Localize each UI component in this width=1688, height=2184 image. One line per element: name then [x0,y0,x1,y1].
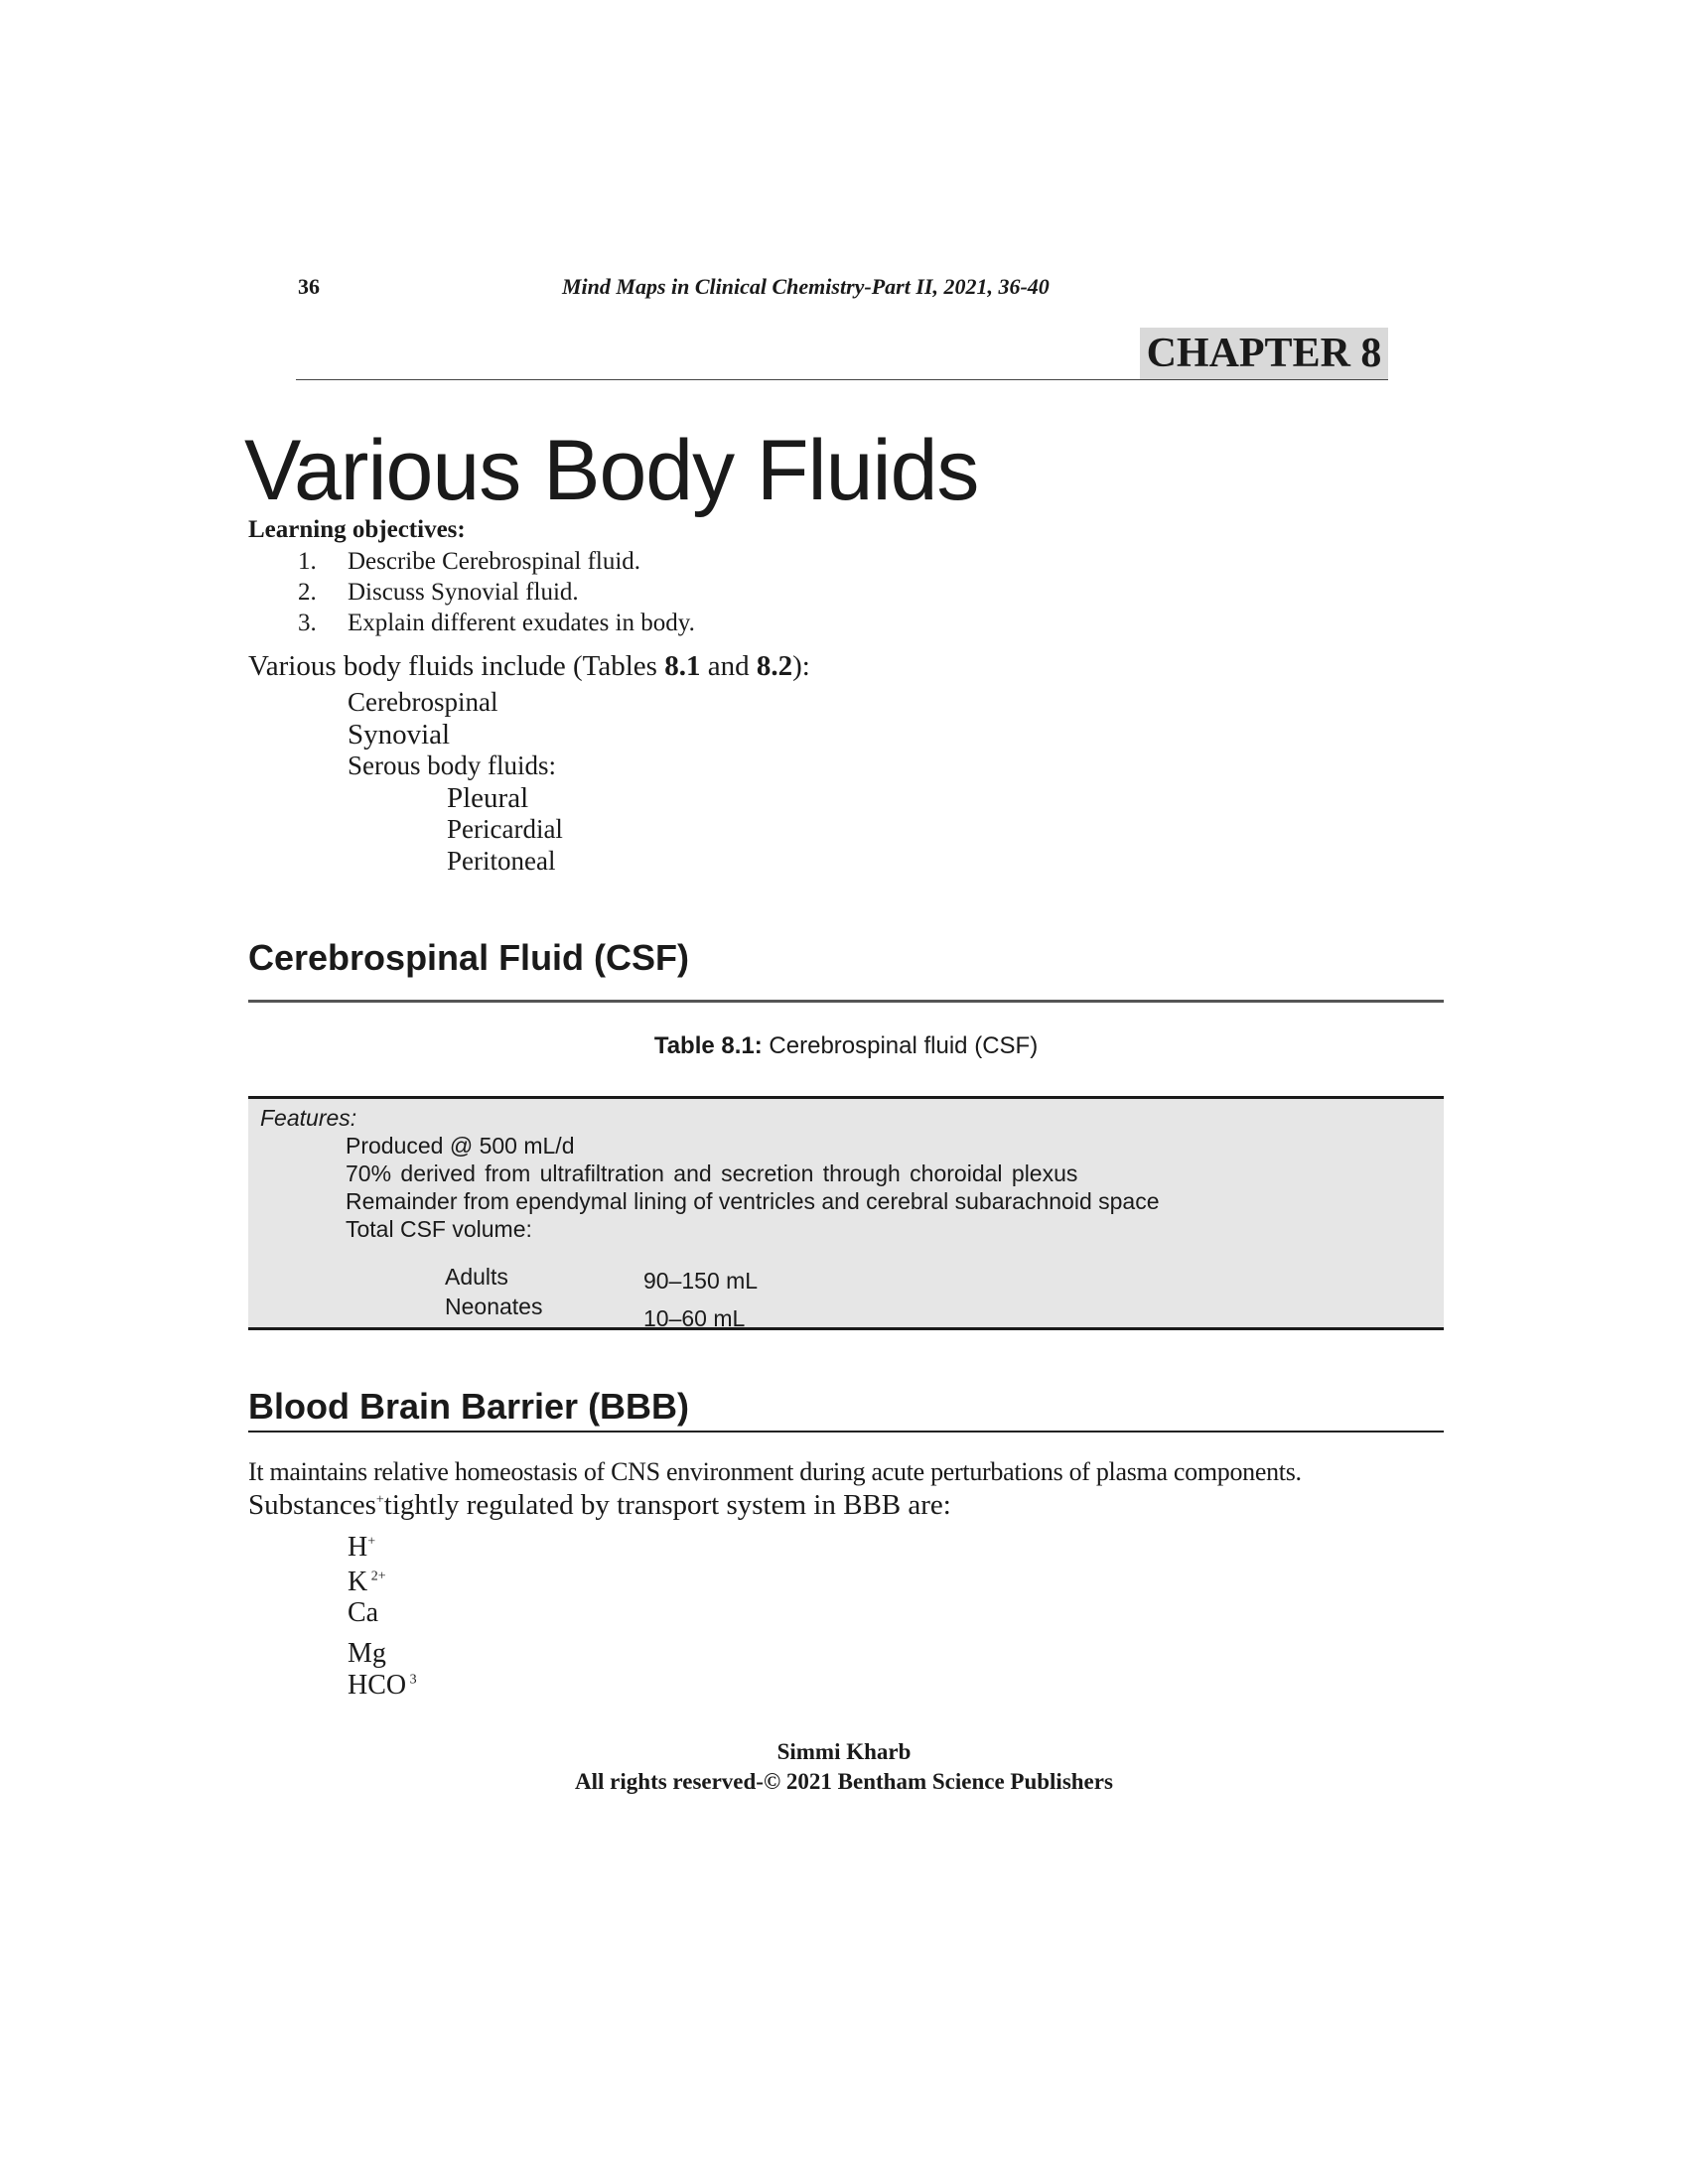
ion-base: Mg [348,1638,386,1669]
ion-item [348,1670,417,1702]
ion-base: H [348,1532,368,1563]
fluid-item: Synovial [348,719,451,751]
footer-rights: All rights reserved-© 2021 Bentham Science Publishers [575,1769,1113,1794]
features-label: Features: [260,1105,357,1131]
ion-item [348,1567,386,1598]
ion-item [348,1597,378,1629]
page-title: Various Body Fluids [244,423,979,518]
page-number: 36 [298,274,320,299]
volume-value: 10–60 mL [643,1305,746,1327]
header-rule [296,379,1388,380]
csf-table [248,1096,1444,1330]
fluid-item: Cerebrospinal [348,687,498,717]
objective-number: 1. [298,548,317,575]
ion-base: HCO [348,1670,407,1701]
objective-item [298,548,640,576]
table-caption [248,1032,1444,1060]
ion-item [348,1638,386,1670]
objective-text: Explain different exudates in body. [348,610,695,636]
bbb-paragraph: It maintains relative homeostasis of CNS environment during acute perturbations of plasma components. [248,1457,1302,1486]
ion-item [348,1532,375,1564]
fluids-intro-suffix: ): [792,650,810,682]
feature-line: Total CSF volume: [346,1216,532,1242]
table-ref[interactable]: 8.2 [756,650,793,682]
serous-fluid-item: Pleural [447,782,529,814]
ion-charge: 2+ [367,1569,386,1584]
fluids-intro [248,650,810,683]
running-head: Mind Maps in Clinical Chemistry-Part II, 2021, 36-40 [562,274,1050,299]
feature-line: Remainder from ependymal lining of ventricles and cerebral subarachnoid space [346,1188,1160,1214]
table-caption-text: Cerebrospinal fluid (CSF) [762,1032,1039,1059]
volume-group: Adults [445,1264,508,1290]
table-caption-label: Table 8.1: [653,1032,763,1059]
serous-fluid-item: Peritoneal [447,846,556,876]
objective-number: 3. [298,610,317,636]
bbb-subline-a: Substances [248,1489,376,1521]
section-heading-bbb: Blood Brain Barrier (BBB) [248,1386,690,1427]
bbb-subline-b: tightly regulated by transport system in BBB are: [383,1489,951,1521]
ion-charge: + [367,1534,376,1550]
bbb-subline-sup: + [375,1492,384,1508]
objective-item [298,579,579,607]
section-heading-csf: Cerebrospinal Fluid (CSF) [248,937,690,978]
feature-line: 70% derived from ultrafiltration and secretion through choroidal plexus [346,1160,1078,1186]
volume-group: Neonates [445,1294,543,1319]
objective-number: 2. [298,579,317,606]
footer-author: Simmi Kharb [776,1739,912,1764]
chapter-label: CHAPTER 8 [1140,328,1388,379]
feature-line: Produced @ 500 mL/d [346,1133,575,1159]
objectives-heading: Learning objectives: [248,516,466,543]
serous-fluid-item: Pericardial [447,814,563,844]
objective-text: Describe Cerebrospinal fluid. [348,548,641,575]
fluid-item: Serous body fluids: [348,751,557,780]
table-ref[interactable]: 8.1 [664,650,701,682]
section-rule [248,1000,1444,1003]
objective-text: Discuss Synovial fluid. [348,579,579,606]
section-rule [248,1431,1444,1433]
ion-base: K [348,1567,368,1597]
objective-item [298,610,695,637]
ion-base: Ca [348,1597,379,1628]
fluids-intro-mid: and [700,650,757,682]
fluids-intro-prefix: Various body fluids include (Tables [248,650,665,682]
bbb-subline [248,1489,951,1522]
volume-value: 90–150 mL [643,1268,759,1294]
ion-charge: 3 [406,1672,417,1688]
